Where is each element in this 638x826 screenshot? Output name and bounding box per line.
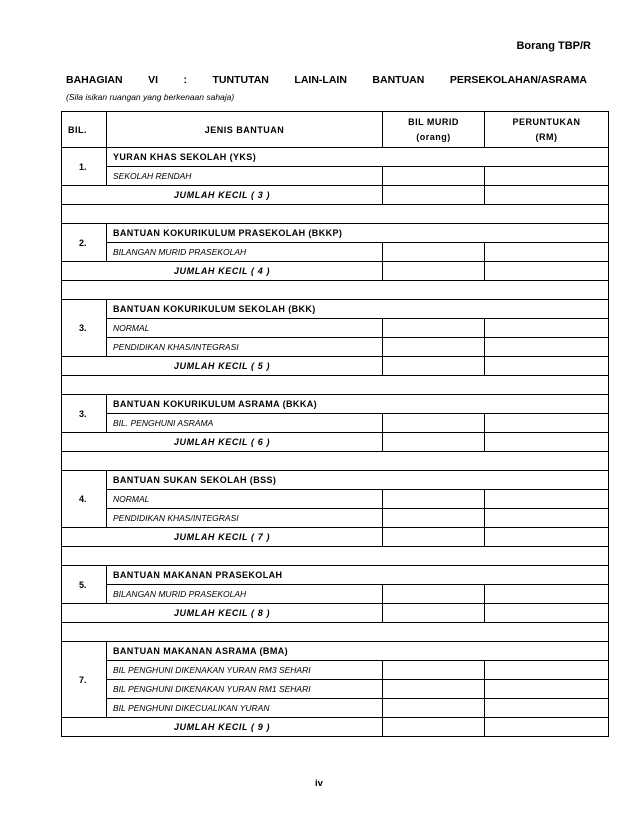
item-label: BILANGAN MURID PRASEKOLAH <box>107 243 383 262</box>
subtotal-label: JUMLAH KECIL ( 9 ) <box>62 718 383 737</box>
heading-word: VI <box>148 74 159 86</box>
heading-word: TUNTUTAN <box>212 74 269 86</box>
subtotal-label: JUMLAH KECIL ( 3 ) <box>62 186 383 205</box>
item-row <box>62 680 609 699</box>
item-row <box>62 414 609 433</box>
item-label: BIL PENGHUNI DIKENAKAN YURAN RM3 SEHARI <box>107 661 383 680</box>
spacer-row <box>62 376 609 395</box>
section-title-row <box>62 148 609 167</box>
peruntukan-cell[interactable] <box>485 243 609 262</box>
subtotal-row <box>62 186 609 205</box>
section-number: 3. <box>62 395 107 433</box>
section-title: BANTUAN SUKAN SEKOLAH (BSS) <box>107 471 609 490</box>
header-peruntukan-line2: (RM) <box>535 131 558 142</box>
peruntukan-cell[interactable] <box>485 699 609 718</box>
page-number: iv <box>315 778 323 789</box>
item-row <box>62 338 609 357</box>
bil-murid-cell[interactable] <box>383 167 485 186</box>
section-title: BANTUAN MAKANAN PRASEKOLAH <box>107 566 609 585</box>
instruction-note: (Sila isikan ruangan yang berkenaan sahaja) <box>66 92 235 102</box>
item-label: PENDIDIKAN KHAS/INTEGRASI <box>107 509 383 528</box>
subtotal-bil-murid-cell[interactable] <box>383 433 485 452</box>
item-row <box>62 490 609 509</box>
spacer-cell <box>62 205 609 224</box>
header-peruntukan <box>485 112 609 148</box>
spacer-cell <box>62 452 609 471</box>
header-peruntukan-line1: PERUNTUKAN <box>512 116 581 127</box>
bil-murid-cell[interactable] <box>383 490 485 509</box>
peruntukan-cell[interactable] <box>485 167 609 186</box>
subtotal-bil-murid-cell[interactable] <box>383 718 485 737</box>
peruntukan-cell[interactable] <box>485 509 609 528</box>
item-label: BIL PENGHUNI DIKECUALIKAN YURAN <box>107 699 383 718</box>
section-title-row <box>62 224 609 243</box>
item-row <box>62 167 609 186</box>
subtotal-label: JUMLAH KECIL ( 6 ) <box>62 433 383 452</box>
spacer-row <box>62 547 609 566</box>
item-row <box>62 661 609 680</box>
item-label: BILANGAN MURID PRASEKOLAH <box>107 585 383 604</box>
heading-word: : <box>183 74 188 86</box>
bil-murid-cell[interactable] <box>383 414 485 433</box>
item-row <box>62 319 609 338</box>
bil-murid-cell[interactable] <box>383 509 485 528</box>
table-header-row <box>62 112 609 148</box>
subtotal-row <box>62 604 609 623</box>
subtotal-peruntukan-cell[interactable] <box>485 186 609 205</box>
subtotal-bil-murid-cell[interactable] <box>383 186 485 205</box>
heading-word: BAHAGIAN <box>66 74 123 86</box>
spacer-cell <box>62 623 609 642</box>
subtotal-peruntukan-cell[interactable] <box>485 604 609 623</box>
peruntukan-cell[interactable] <box>485 585 609 604</box>
item-label: NORMAL <box>107 319 383 338</box>
header-bil: BIL. <box>62 112 107 148</box>
item-row <box>62 585 609 604</box>
peruntukan-cell[interactable] <box>485 414 609 433</box>
spacer-row <box>62 452 609 471</box>
section-title: BANTUAN KOKURIKULUM ASRAMA (BKKA) <box>107 395 609 414</box>
item-label: NORMAL <box>107 490 383 509</box>
section-number: 2. <box>62 224 107 262</box>
spacer-row <box>62 205 609 224</box>
subtotal-peruntukan-cell[interactable] <box>485 433 609 452</box>
item-label: BIL. PENGHUNI ASRAMA <box>107 414 383 433</box>
subtotal-peruntukan-cell[interactable] <box>485 718 609 737</box>
header-jenis-bantuan: JENIS BANTUAN <box>107 112 383 148</box>
subtotal-bil-murid-cell[interactable] <box>383 357 485 376</box>
subtotal-label: JUMLAH KECIL ( 7 ) <box>62 528 383 547</box>
spacer-cell <box>62 281 609 300</box>
subtotal-bil-murid-cell[interactable] <box>383 604 485 623</box>
subtotal-row <box>62 357 609 376</box>
bil-murid-cell[interactable] <box>383 338 485 357</box>
section-title: BANTUAN KOKURIKULUM SEKOLAH (BKK) <box>107 300 609 319</box>
section-heading <box>66 74 587 86</box>
section-title-row <box>62 395 609 414</box>
subtotal-bil-murid-cell[interactable] <box>383 528 485 547</box>
subtotal-row <box>62 262 609 281</box>
spacer-cell <box>62 376 609 395</box>
claims-table <box>61 111 609 737</box>
subtotal-row <box>62 718 609 737</box>
section-title-row <box>62 566 609 585</box>
subtotal-label: JUMLAH KECIL ( 8 ) <box>62 604 383 623</box>
bil-murid-cell[interactable] <box>383 680 485 699</box>
table-body <box>62 148 609 737</box>
bil-murid-cell[interactable] <box>383 243 485 262</box>
section-number: 7. <box>62 642 107 718</box>
item-row <box>62 509 609 528</box>
subtotal-row <box>62 528 609 547</box>
header-bil-murid <box>383 112 485 148</box>
form-code: Borang TBP/R <box>516 40 591 52</box>
section-number: 4. <box>62 471 107 528</box>
subtotal-peruntukan-cell[interactable] <box>485 528 609 547</box>
section-title: YURAN KHAS SEKOLAH (YKS) <box>107 148 609 167</box>
section-number: 3. <box>62 300 107 357</box>
section-title: BANTUAN KOKURIKULUM PRASEKOLAH (BKKP) <box>107 224 609 243</box>
subtotal-row <box>62 433 609 452</box>
bil-murid-cell[interactable] <box>383 585 485 604</box>
subtotal-peruntukan-cell[interactable] <box>485 262 609 281</box>
section-number: 1. <box>62 148 107 186</box>
peruntukan-cell[interactable] <box>485 680 609 699</box>
subtotal-label: JUMLAH KECIL ( 4 ) <box>62 262 383 281</box>
peruntukan-cell[interactable] <box>485 661 609 680</box>
bil-murid-cell[interactable] <box>383 661 485 680</box>
peruntukan-cell[interactable] <box>485 338 609 357</box>
item-label: BIL PENGHUNI DIKENAKAN YURAN RM1 SEHARI <box>107 680 383 699</box>
spacer-row <box>62 281 609 300</box>
subtotal-peruntukan-cell[interactable] <box>485 357 609 376</box>
bil-murid-cell[interactable] <box>383 319 485 338</box>
header-bil-murid-line1: BIL MURID <box>408 116 459 127</box>
item-label: SEKOLAH RENDAH <box>107 167 383 186</box>
section-title-row <box>62 642 609 661</box>
heading-word: PERSEKOLAHAN/ASRAMA <box>449 74 587 86</box>
bil-murid-cell[interactable] <box>383 699 485 718</box>
heading-word: BANTUAN <box>372 74 425 86</box>
spacer-row <box>62 623 609 642</box>
section-number: 5. <box>62 566 107 604</box>
section-title-row <box>62 471 609 490</box>
peruntukan-cell[interactable] <box>485 490 609 509</box>
subtotal-label: JUMLAH KECIL ( 5 ) <box>62 357 383 376</box>
item-row <box>62 699 609 718</box>
section-title-row <box>62 300 609 319</box>
subtotal-bil-murid-cell[interactable] <box>383 262 485 281</box>
spacer-cell <box>62 547 609 566</box>
item-row <box>62 243 609 262</box>
item-label: PENDIDIKAN KHAS/INTEGRASI <box>107 338 383 357</box>
heading-word: LAIN-LAIN <box>294 74 347 86</box>
section-title: BANTUAN MAKANAN ASRAMA (BMA) <box>107 642 609 661</box>
header-bil-murid-line2: (orang) <box>416 131 451 142</box>
peruntukan-cell[interactable] <box>485 319 609 338</box>
